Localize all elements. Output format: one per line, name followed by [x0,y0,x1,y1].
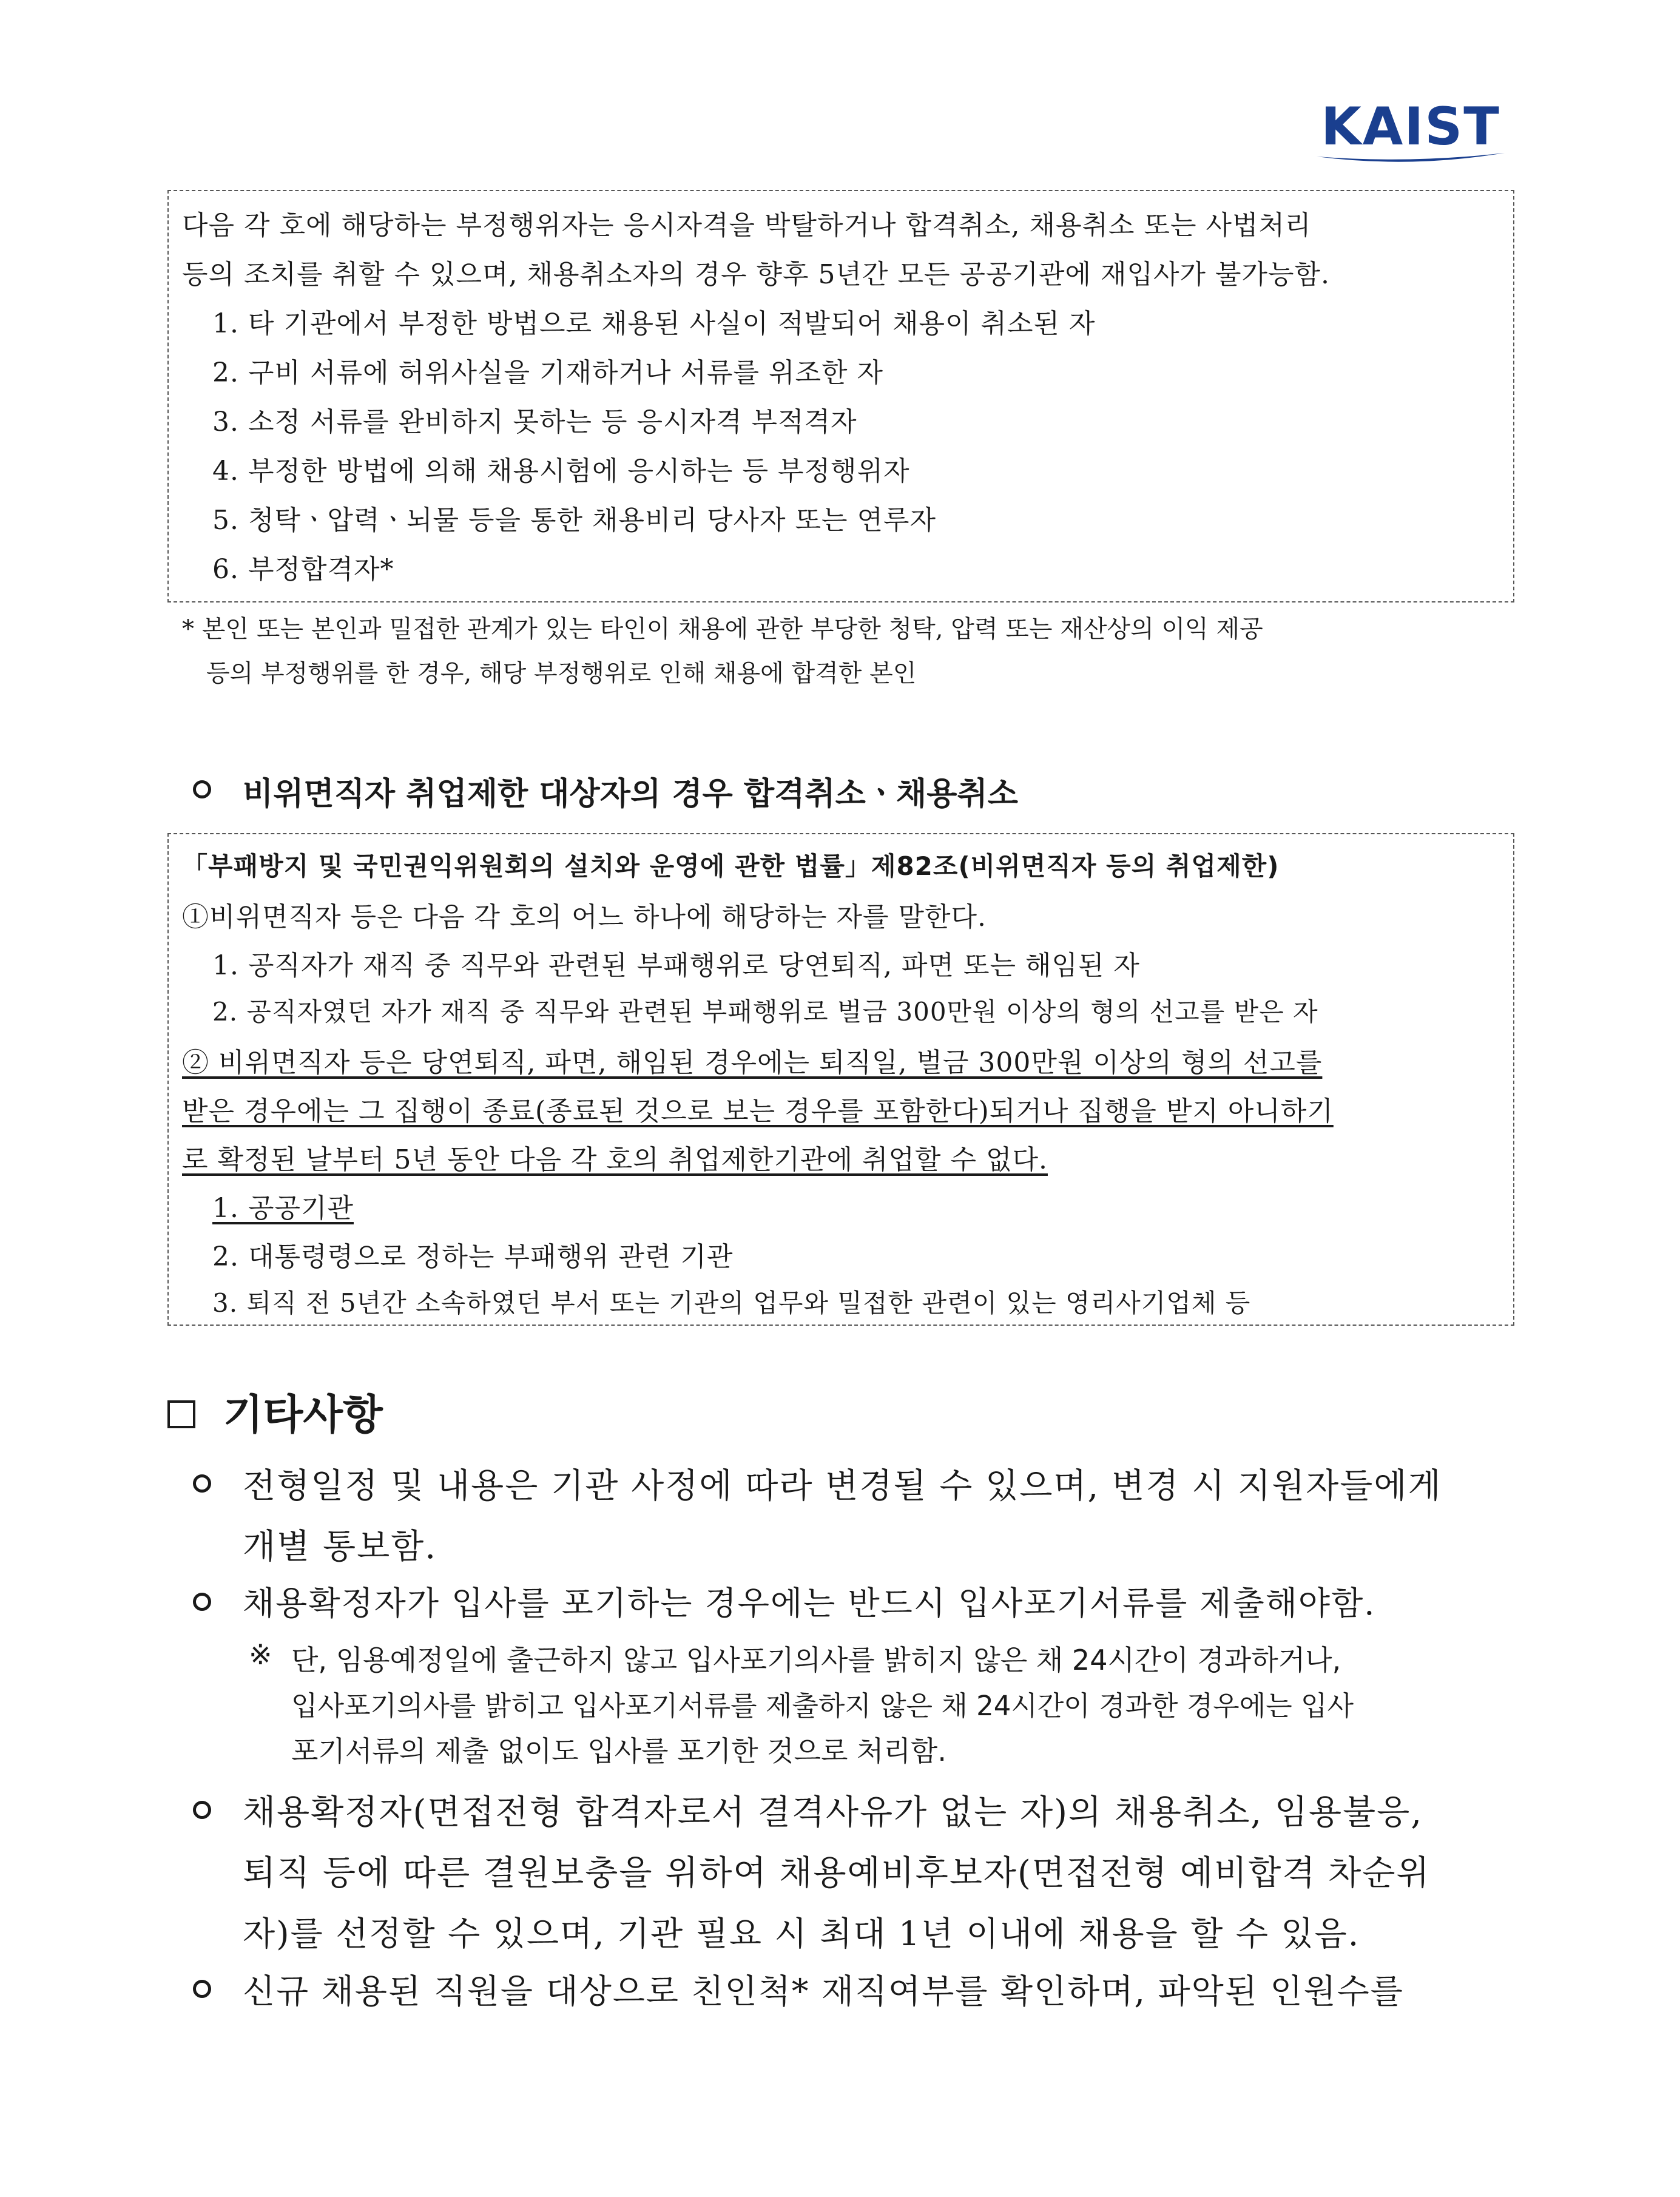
fraud-item: 4. 부정한 방법에 의해 채용시험에 응시하는 등 부정행위자 [212,456,910,487]
kaist-logo-text: KAIST [1321,96,1500,157]
fraud-footnote-line: 등의 부정행위를 한 경우, 해당 부정행위로 인해 채용에 합격한 본인 [206,660,917,687]
law-clause-2-line: ② 비위면직자 등은 당연퇴직, 파면, 해임된 경우에는 퇴직일, 벌금 300만원 이상의 형의 선고를 [182,1047,1323,1078]
fraud-item: 6. 부정합격자* [212,554,394,585]
misc-paragraph-1-line: 개별 통보함. [243,1527,437,1567]
misc-note-line: 단, 임용예정일에 출근하지 않고 입사포기의사를 밝히지 않은 채 24시간이 경과하거나, [291,1644,1341,1676]
fraud-intro-line: 다음 각 호에 해당하는 부정행위자는 응시자격을 박탈하거나 합격취소, 채용취소 또는 사법처리 [182,210,1312,241]
fraud-item: 3. 소정 서류를 완비하지 못하는 등 응시자격 부적격자 [212,407,857,437]
law-clause-2-item: 3. 퇴직 전 5년간 소속하였던 부서 또는 기관의 업무와 밀접한 관련이 있는 영리사기업체 등 [212,1288,1251,1318]
fraud-item: 2. 구비 서류에 허위사실을 기재하거나 서류를 위조한 자 [212,357,883,388]
misc-paragraph-3-line: 퇴직 등에 따른 결원보충을 위하여 채용예비후보자(면접전형 예비합격 차순위 [243,1854,1431,1893]
law-clause-1-item: 1. 공직자가 재직 중 직무와 관련된 부패행위로 당연퇴직, 파면 또는 해임된 자 [212,950,1140,981]
circle-bullet-icon [193,1593,211,1611]
misc-note-line: 입사포기의사를 밝히고 입사포기서류를 제출하지 않은 채 24시간이 경과한 경우에는 입사 [291,1690,1354,1722]
law-clause-2-line: 로 확정된 날부터 5년 동안 다음 각 호의 취업제한기관에 취업할 수 없다. [182,1144,1048,1175]
fraud-footnote-line: * 본인 또는 본인과 밀접한 관계가 있는 타인이 채용에 관한 부당한 청탁, 압력 또는 재산상의 이익 제공 [182,615,1263,643]
fraud-policy-box [167,190,1514,602]
kaist-logo [1304,91,1517,176]
law-clause-1: ①비위면직자 등은 다음 각 호의 어느 하나에 해당하는 자를 말한다. [182,902,987,933]
misc-note-line: 포기서류의 제출 없이도 입사를 포기한 것으로 처리함. [291,1735,946,1767]
circle-bullet-icon [193,1980,211,1998]
circle-bullet-icon [193,1474,211,1493]
restriction-section-title: 비위면직자 취업제한 대상자의 경우 합격취소ㆍ채용취소 [243,776,1018,812]
fraud-item: 5. 청탁ㆍ압력ㆍ뇌물 등을 통한 채용비리 당사자 또는 연루자 [212,505,936,536]
misc-paragraph-4: 신규 채용된 직원을 대상으로 친인척* 재직여부를 확인하며, 파악된 인원수를 [243,1972,1404,2011]
misc-paragraph-3-line: 자)를 선정할 수 있으며, 기관 필요 시 최대 1년 이내에 채용을 할 수 있음. [243,1914,1360,1953]
circle-bullet-icon [193,1801,211,1819]
law-clause-2-item: 2. 대통령령으로 정하는 부패행위 관련 기관 [212,1241,734,1272]
misc-paragraph-2: 채용확정자가 입사를 포기하는 경우에는 반드시 입사포기서류를 제출해야함. [243,1584,1376,1622]
law-clause-2-item: 1. 공공기관 [212,1193,354,1224]
circle-bullet-icon [193,780,211,798]
misc-paragraph-3-line: 채용확정자(면접전형 합격자로서 결격사유가 없는 자)의 채용취소, 임용불응, [243,1793,1423,1832]
fraud-item: 1. 타 기관에서 부정한 방법으로 채용된 사실이 적발되어 채용이 취소된 자 [212,308,1096,339]
law-heading: 「부패방지 및 국민권익위원회의 설치와 운영에 관한 법률」제82조(비위면직자 등의 취업제한) [182,851,1280,881]
reference-mark-icon: ※ [249,1638,272,1671]
law-clause-1-item: 2. 공직자였던 자가 재직 중 직무와 관련된 부패행위로 벌금 300만원 이상의 형의 선고를 받은 자 [212,997,1318,1027]
law-clause-2-line: 받은 경우에는 그 집행이 종료(종료된 것으로 보는 경우를 포함한다)되거나 집행을 받지 아니하기 [182,1096,1334,1127]
square-bullet-icon [167,1400,195,1428]
fraud-intro-line: 등의 조치를 취할 수 있으며, 채용취소자의 경우 향후 5년간 모든 공공기관에 재입사가 불가능함. [182,259,1330,290]
misc-section-title: 기타사항 [223,1391,383,1439]
misc-paragraph-1-line: 전형일정 및 내용은 기관 사정에 따라 변경될 수 있으며, 변경 시 지원자들에게 [243,1466,1442,1506]
